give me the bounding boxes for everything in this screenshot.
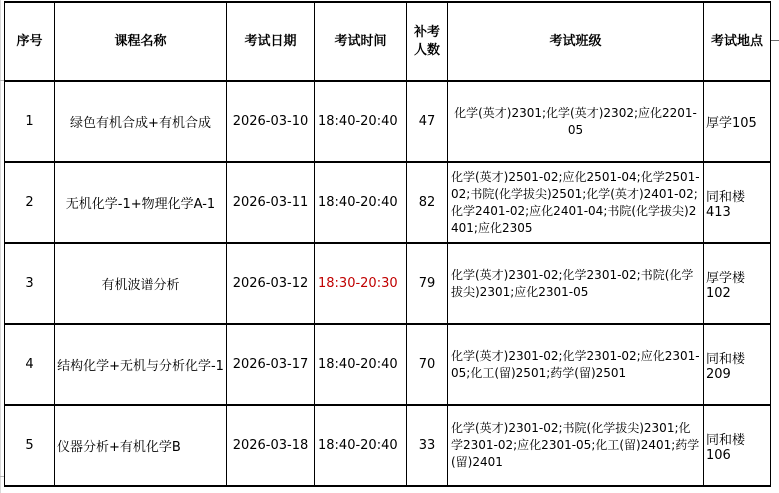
sheet-gridline-vertical xyxy=(0,0,1,493)
cell-count[interactable]: 79 xyxy=(407,243,448,324)
cell-location[interactable]: 厚学楼102 xyxy=(704,243,771,324)
cell-course[interactable]: 仪器分析+有机化学B xyxy=(55,405,227,486)
cell-date[interactable]: 2026-03-17 xyxy=(227,324,315,405)
cell-count[interactable]: 47 xyxy=(407,81,448,162)
cell-classes[interactable]: 化学(英才)2301;化学(英才)2302;应化2201-05 xyxy=(448,81,704,162)
cell-classes[interactable]: 化学(英才)2301-02;书院(化学拔尖)2301;化学2301-02;应化2301-05;化工(留)2401;药学(留)2401 xyxy=(448,405,704,486)
cell-date[interactable]: 2026-03-10 xyxy=(227,81,315,162)
col-header-classes[interactable]: 考试班级 xyxy=(448,2,704,81)
table-row xyxy=(5,162,771,243)
col-header-count[interactable]: 补考人数 xyxy=(407,2,448,81)
cell-time[interactable]: 18:30-20:30 xyxy=(315,243,407,324)
cell-location[interactable]: 厚学105 xyxy=(704,81,771,162)
cell-date[interactable]: 2026-03-18 xyxy=(227,405,315,486)
table-row xyxy=(5,81,771,162)
cell-location[interactable]: 同和楼209 xyxy=(704,324,771,405)
cell-no[interactable]: 5 xyxy=(5,405,55,486)
cell-no[interactable]: 2 xyxy=(5,162,55,243)
cell-course[interactable]: 无机化学-1+物理化学A-1 xyxy=(55,162,227,243)
cell-classes[interactable]: 化学(英才)2501-02;应化2501-04;化学2501-02;书院(化学拔尖)2501;化学(英才)2401-02;化学2401-02;应化2401-04;书院(化学拔尖)2401;应化2305 xyxy=(448,162,704,243)
cell-location[interactable]: 同和楼413 xyxy=(704,162,771,243)
cell-time[interactable]: 18:40-20:40 xyxy=(315,81,407,162)
table-row xyxy=(5,324,771,405)
cell-no[interactable]: 1 xyxy=(5,81,55,162)
exam-table xyxy=(4,1,771,487)
header-row xyxy=(5,2,771,81)
col-header-date[interactable]: 考试日期 xyxy=(227,2,315,81)
col-header-time[interactable]: 考试时间 xyxy=(315,2,407,81)
cell-classes[interactable]: 化学(英才)2301-02;化学2301-02;应化2301-05;化工(留)2501;药学(留)2501 xyxy=(448,324,704,405)
cell-no[interactable]: 3 xyxy=(5,243,55,324)
cell-course[interactable]: 绿色有机合成+有机合成 xyxy=(55,81,227,162)
cell-time[interactable]: 18:40-20:40 xyxy=(315,162,407,243)
cell-count[interactable]: 70 xyxy=(407,324,448,405)
exam-table-body xyxy=(5,81,771,486)
cell-course[interactable]: 结构化学+无机与分析化学-1 xyxy=(55,324,227,405)
exam-table-header xyxy=(5,2,771,81)
table-row xyxy=(5,405,771,486)
cell-count[interactable]: 33 xyxy=(407,405,448,486)
col-header-location[interactable]: 考试地点 xyxy=(704,2,771,81)
cell-location[interactable]: 同和楼106 xyxy=(704,405,771,486)
table-row xyxy=(5,243,771,324)
col-header-course[interactable]: 课程名称 xyxy=(55,2,227,81)
col-header-no[interactable]: 序号 xyxy=(5,2,55,81)
sheet-gridline-tick xyxy=(771,40,779,41)
cell-count[interactable]: 82 xyxy=(407,162,448,243)
cell-course[interactable]: 有机波谱分析 xyxy=(55,243,227,324)
cell-time[interactable]: 18:40-20:40 xyxy=(315,324,407,405)
cell-no[interactable]: 4 xyxy=(5,324,55,405)
cell-date[interactable]: 2026-03-12 xyxy=(227,243,315,324)
cell-time[interactable]: 18:40-20:40 xyxy=(315,405,407,486)
cell-date[interactable]: 2026-03-11 xyxy=(227,162,315,243)
cell-classes[interactable]: 化学(英才)2301-02;化学2301-02;书院(化学拔尖)2301;应化2301-05 xyxy=(448,243,704,324)
